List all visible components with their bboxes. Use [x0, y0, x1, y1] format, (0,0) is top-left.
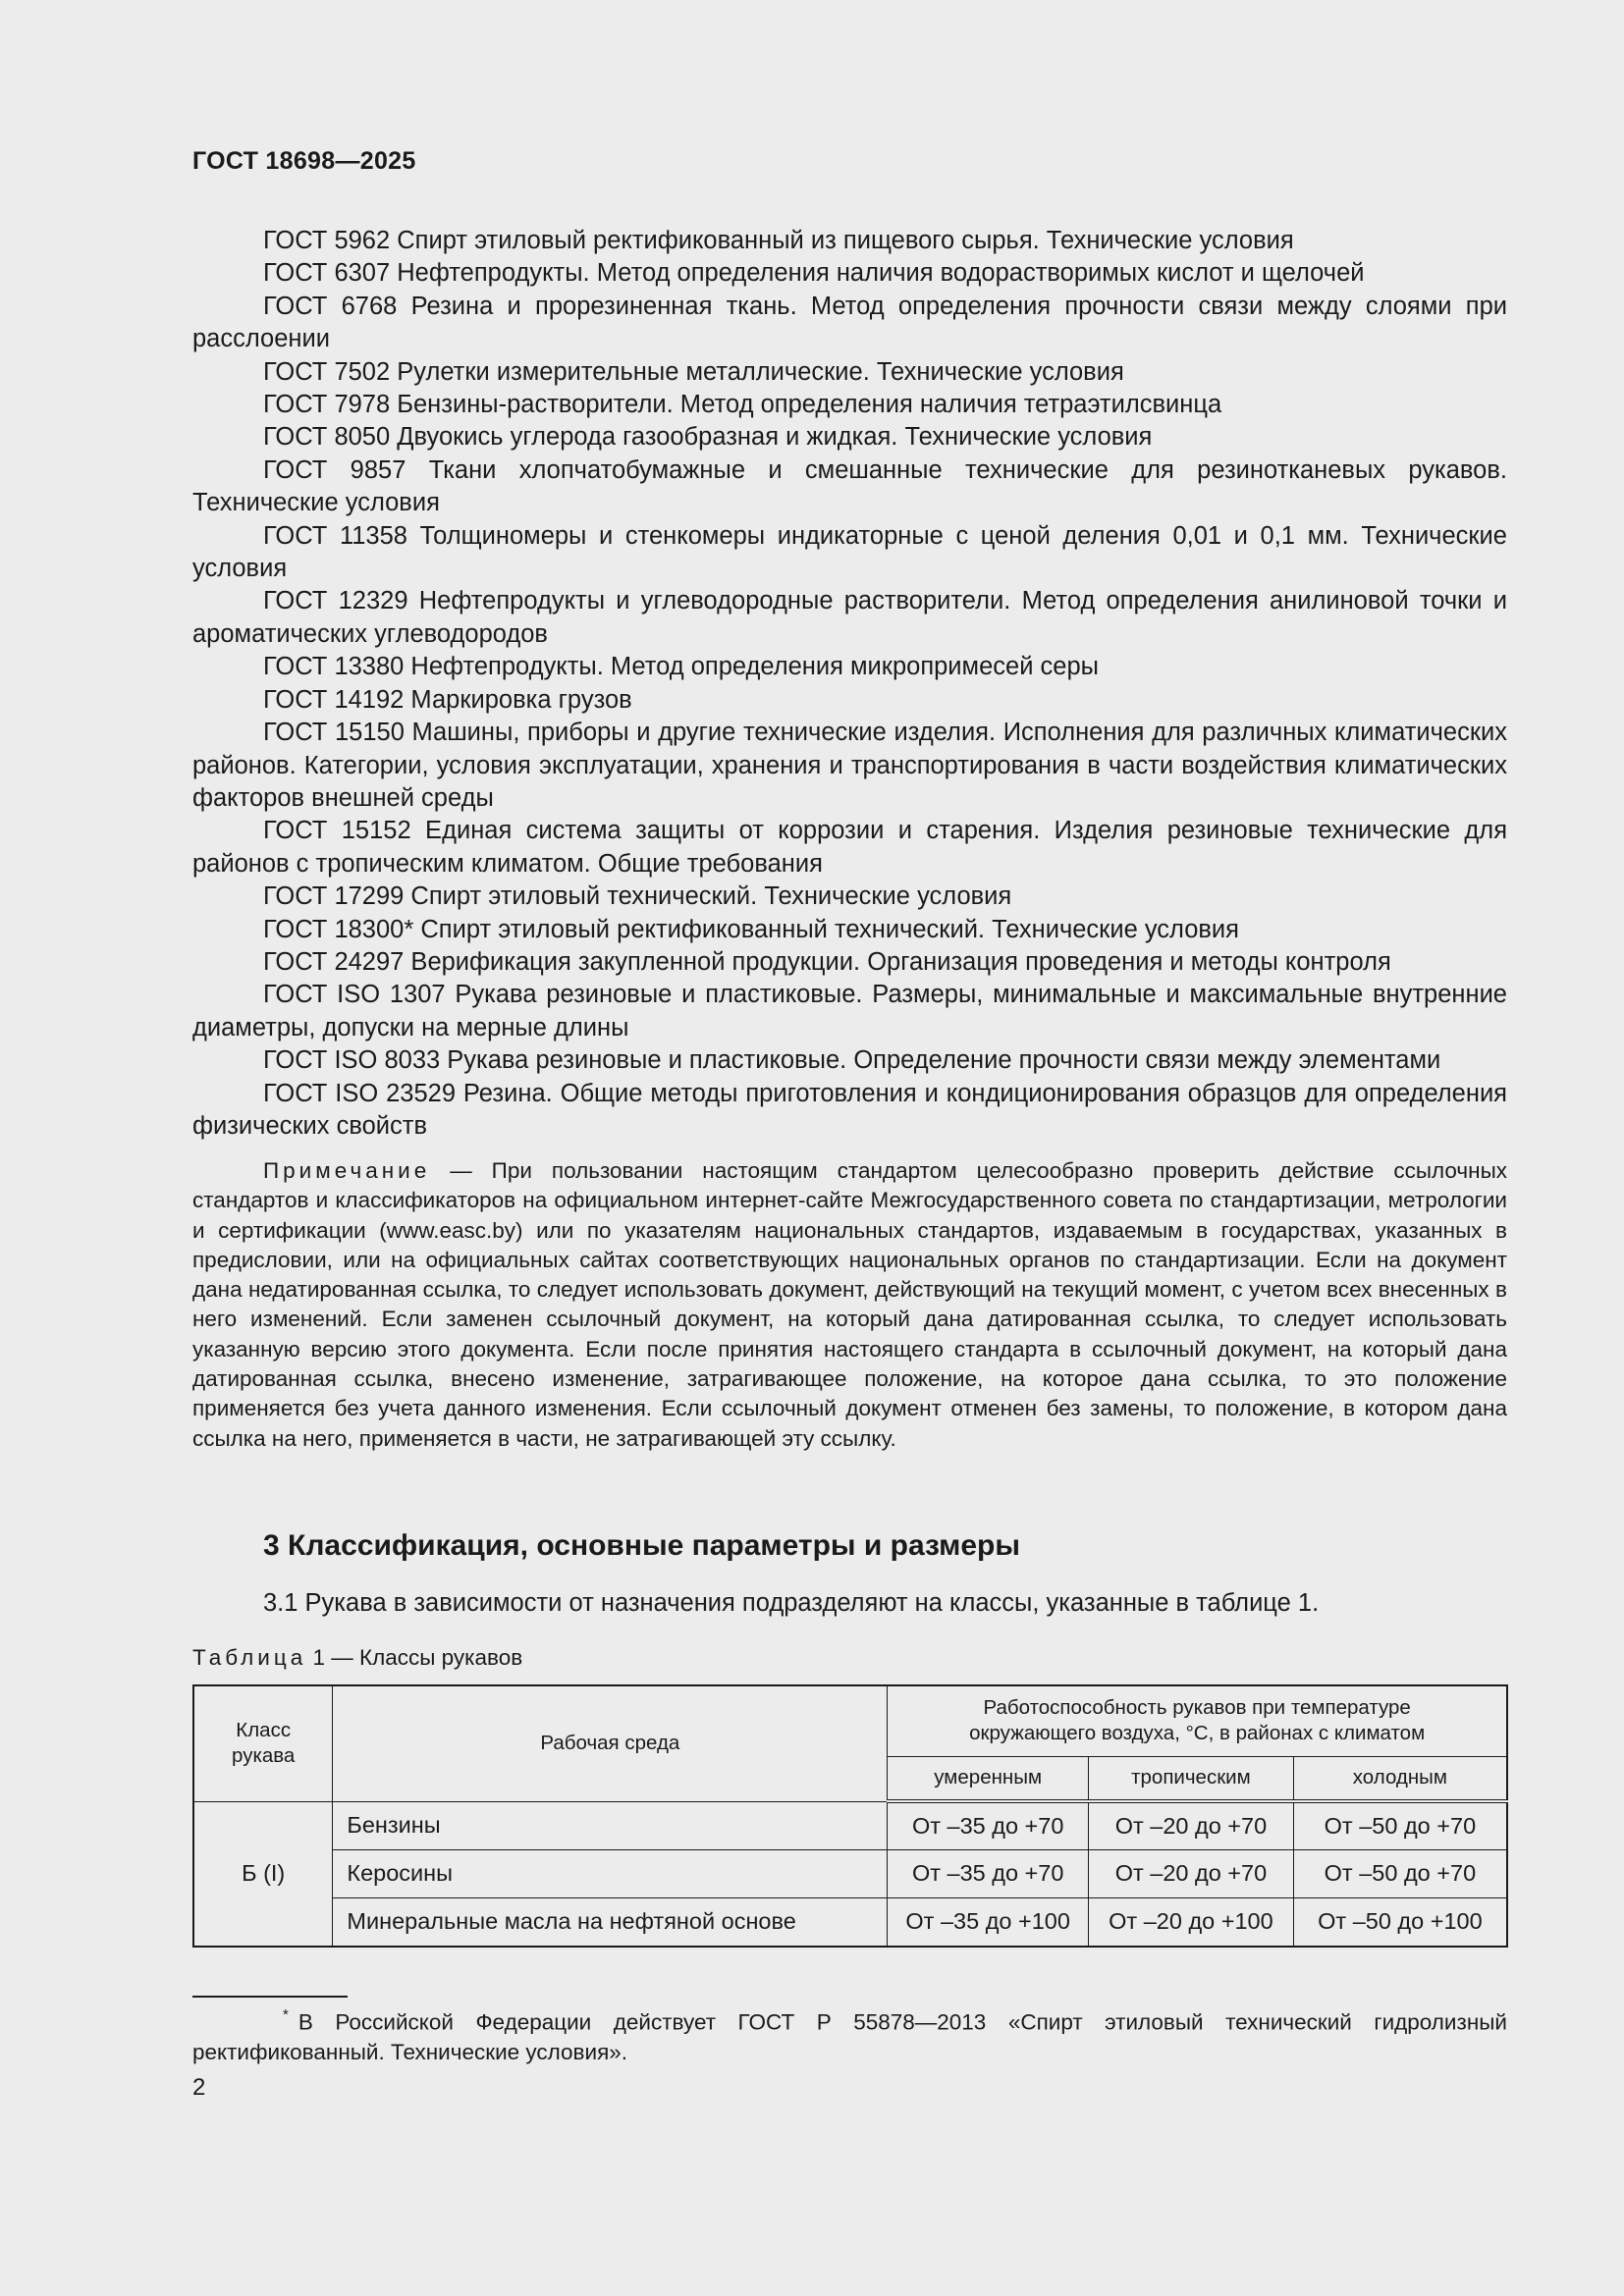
header-cold: холодным: [1293, 1756, 1507, 1801]
reference-item: ГОСТ 11358 Толщиномеры и стенкомеры индикаторные с ценой деления 0,01 и 0,1 мм. Технические условия: [192, 521, 1507, 583]
class-cell: Б (I): [193, 1801, 333, 1947]
note-label: Примечание: [263, 1158, 431, 1183]
moderate-cell: От –35 до +70: [888, 1849, 1089, 1897]
document-header: ГОСТ 18698—2025: [192, 147, 416, 175]
tropical-cell: От –20 до +70: [1089, 1849, 1294, 1897]
reference-item: ГОСТ 7978 Бензины-растворители. Метод определения наличия тетраэтилсвинца: [263, 391, 1222, 419]
footnote-rule: [192, 1996, 348, 1998]
footnote-paragraph: [192, 2002, 1507, 2068]
header-performance: Работоспособность рукавов при температуре окружающего воздуха, °С, в районах с климатом: [888, 1685, 1507, 1756]
reference-item: ГОСТ 6768 Резина и прорезиненная ткань. Метод определения прочности связи между слоями при расслоении: [192, 292, 1507, 353]
footnote-mark: *: [283, 2006, 289, 2023]
medium-cell: Керосины: [333, 1849, 888, 1897]
footnote: [192, 2002, 1507, 2068]
footnote-text: В Российской Федерации действует ГОСТ Р 55878—2013 «Спирт этиловый технический гидролизный ректификованный. Технические условия».: [192, 2009, 1507, 2064]
reference-item: ГОСТ 15152 Единая система защиты от коррозии и старения. Изделия резиновые технические для районов с тропическим климатом. Общие требования: [192, 817, 1507, 878]
table-row: [193, 1849, 1507, 1897]
reference-item: ГОСТ 12329 Нефтепродукты и углеводородные растворители. Метод определения анилиновой точки и ароматических углеводородов: [192, 587, 1507, 648]
reference-item: ГОСТ 6307 Нефтепродукты. Метод определения наличия водорастворимых кислот и щелочей: [263, 259, 1365, 288]
header-tropical: тропическим: [1089, 1756, 1294, 1801]
reference-item: ГОСТ ISO 1307 Рукава резиновые и пластиковые. Размеры, минимальные и максимальные внутренние диаметры, допуски на мерные длины: [192, 981, 1507, 1041]
header-class: Класс рукава: [193, 1685, 333, 1801]
table-caption: [192, 1645, 522, 1671]
cold-cell: От –50 до +70: [1293, 1849, 1507, 1897]
cold-cell: От –50 до +100: [1293, 1897, 1507, 1947]
moderate-cell: От –35 до +70: [888, 1801, 1089, 1849]
reference-item: ГОСТ ISO 23529 Резина. Общие методы приготовления и кондиционирования образцов для определения физических свойств: [192, 1079, 1507, 1140]
reference-item: ГОСТ 13380 Нефтепродукты. Метод определения микропримесей серы: [263, 653, 1099, 681]
reference-item: ГОСТ 9857 Ткани хлопчатобумажные и смешанные технические для резинотканевых рукавов. Технические условия: [192, 455, 1507, 517]
tropical-cell: От –20 до +100: [1089, 1897, 1294, 1947]
reference-item: ГОСТ 15150 Машины, приборы и другие технические изделия. Исполнения для различных климатических районов. Категории, условия эксплуатации, хранения и транспортирования в части воздействия климатических факторов внешней среды: [192, 719, 1507, 812]
page-number: 2: [192, 2074, 206, 2101]
reference-item: ГОСТ 5962 Спирт этиловый ректификованный из пищевого сырья. Технические условия: [263, 227, 1294, 254]
tropical-cell: От –20 до +70: [1089, 1801, 1294, 1849]
section-title: 3 Классификация, основные параметры и размеры: [263, 1529, 1021, 1562]
table-caption-label: Таблица: [192, 1645, 307, 1670]
header-medium: Рабочая среда: [333, 1685, 888, 1801]
reference-item: ГОСТ 8050 Двуокись углерода газообразная и жидкая. Технические условия: [263, 423, 1153, 452]
reference-item: ГОСТ ISO 8033 Рукава резиновые и пластиковые. Определение прочности связи между элементами: [263, 1046, 1441, 1075]
reference-item: ГОСТ 7502 Рулетки измерительные металлические. Технические условия: [263, 357, 1124, 386]
paragraph-3-1: 3.1 Рукава в зависимости от назначения подразделяют на классы, указанные в таблице 1.: [263, 1589, 1320, 1617]
reference-item: ГОСТ 17299 Спирт этиловый технический. Технические условия: [263, 882, 1012, 911]
cold-cell: От –50 до +70: [1293, 1801, 1507, 1849]
note-paragraph: [192, 1156, 1507, 1454]
table-caption-text: 1 — Классы рукавов: [306, 1645, 523, 1670]
medium-cell: Минеральные масла на нефтяной основе: [333, 1897, 888, 1947]
references-note: [192, 1156, 1507, 1454]
header-moderate: умеренным: [888, 1756, 1089, 1801]
moderate-cell: От –35 до +100: [888, 1897, 1089, 1947]
normative-references: [192, 225, 1507, 1143]
reference-item: ГОСТ 18300* Спирт этиловый ректификованный технический. Технические условия: [263, 915, 1239, 943]
hose-classes-table: [192, 1684, 1508, 1948]
medium-cell: Бензины: [333, 1801, 888, 1849]
reference-item: ГОСТ 14192 Маркировка грузов: [263, 685, 632, 714]
note-text: — При пользовании настоящим стандартом целесообразно проверить действие ссылочных стандартов и классификаторов на официальном интернет-сайте Межгосударственного совета по стандартизации, метрологии и сертификации (www.easc.by) или по указателям национальных стандартов, издаваемым в государствах, указанных в предисловии, или на официальных сайтах соответствующих национальных органов по стандартизации. Если на документ дана недатированная ссылка, то следует использовать документ, действующий на текущий момент, с учетом всех внесенных в него изменений. Если заменен ссылочный документ, на который дана датированная ссылка, то следует использовать указанную версию этого документа. Если после принятия настоящего стандарта в ссылочный документ, на который дана датированная ссылка, внесено изменение, затрагивающее положение, на которое дана ссылка, то это положение применяется без учета данного изменения. Если ссылочный документ отменен без замены, то положение, в котором дана ссылка на него, применяется в части, не затрагивающей эту ссылку.: [192, 1158, 1507, 1451]
reference-item: ГОСТ 24297 Верификация закупленной продукции. Организация проведения и методы контроля: [263, 947, 1391, 976]
table-row: [193, 1801, 1507, 1849]
table-row: [193, 1897, 1507, 1947]
